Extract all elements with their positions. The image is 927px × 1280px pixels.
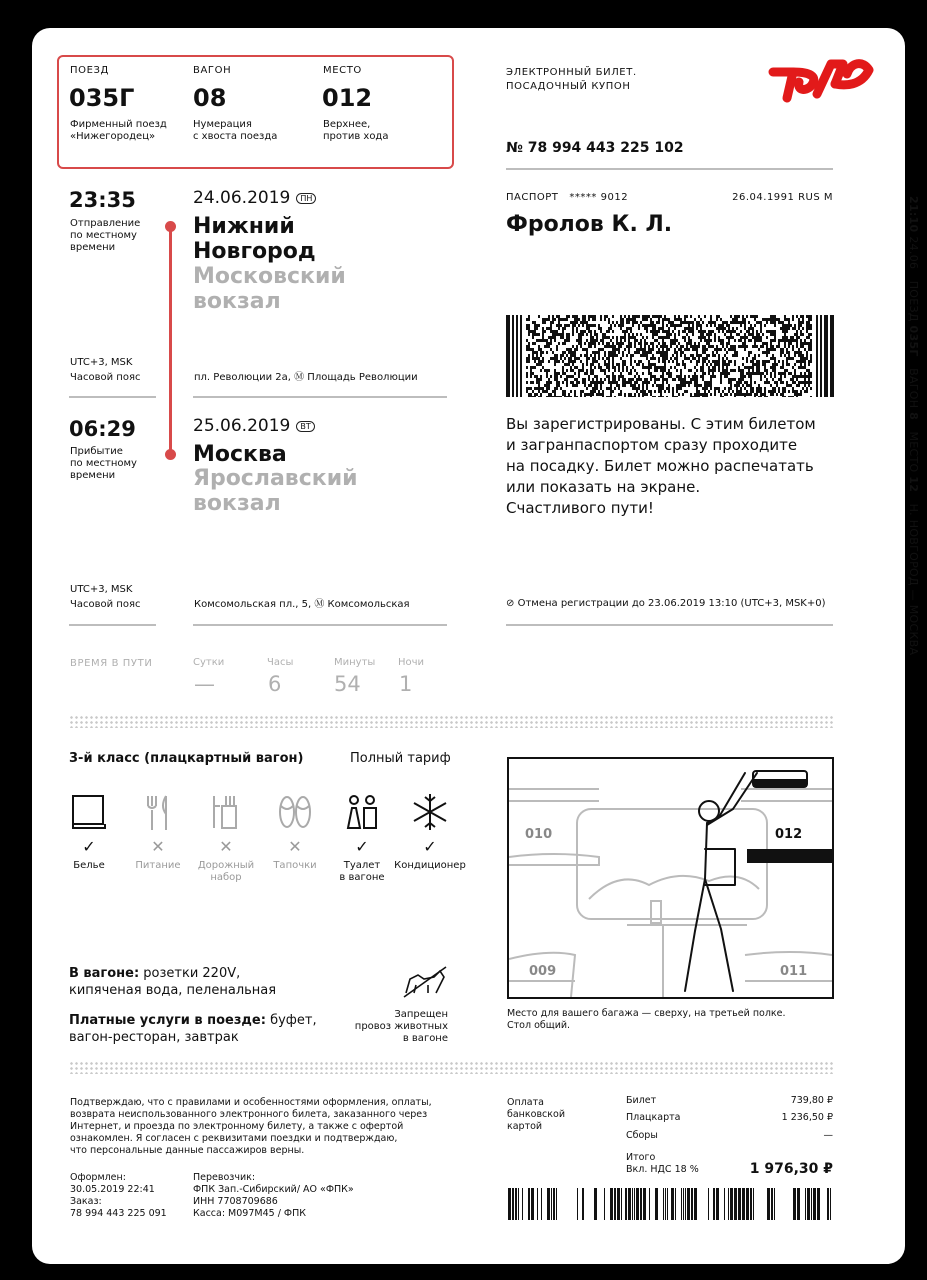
issued-value: 30.05.2019 22:41: [70, 1184, 155, 1195]
days-value: —: [194, 672, 215, 696]
car-number: 08: [193, 84, 227, 112]
side-text-line: [907, 196, 920, 655]
conditioner-mark: ✓: [423, 837, 437, 856]
snowflake-icon: [410, 792, 450, 832]
cancel-note-text: Отмена регистрации до 23.06.2019 13:10 (UTC+3, MSK+0): [517, 598, 826, 609]
issued: [70, 1172, 167, 1220]
seat-010: 010: [525, 827, 553, 842]
departure-address: пл. Революции 2а, Ⓜ Площадь Революции: [194, 372, 418, 383]
paid-services: [69, 1012, 317, 1046]
order-label: Заказ:: [70, 1196, 102, 1207]
meal-icon: [138, 792, 178, 832]
seat-011: 011: [780, 964, 808, 979]
passenger-dob: 26.04.1991 RUS M: [732, 192, 833, 203]
total-price: 1 976,30 ₽: [749, 1161, 833, 1177]
boarding-info: Вы зарегистрированы. С этим билетом и загранпаспортом сразу проходите на посадку. Билет можно распечатать или показать на экране. Счастливого пути!: [506, 415, 816, 517]
seat-012: 012: [775, 827, 803, 842]
toilet-label: Туалет в вагоне: [339, 860, 385, 883]
feature-slippers: [259, 792, 331, 872]
carrier-value: ФПК Зап.-Сибирский/ АО «ФПК» ИНН 7708709686 Касса: М097М45 / ФПК: [193, 1184, 354, 1219]
arrival-time: 06:29: [69, 417, 136, 441]
class-label: 3-й класс (плацкартный вагон): [69, 751, 304, 766]
train-number: 035Г: [69, 84, 135, 112]
arrival-tz: UTC+3, MSK: [70, 584, 133, 595]
conditioner-label: Кондиционер: [394, 860, 466, 871]
arrival-station: Ярославский вокзал: [193, 466, 358, 516]
meal-label: Питание: [135, 860, 181, 871]
linen-mark: ✓: [82, 837, 96, 856]
departure-date: [193, 188, 316, 208]
rzd-logo: [765, 52, 880, 104]
linen-label: Белье: [73, 860, 105, 871]
departure-tz: UTC+3, MSK: [70, 357, 133, 368]
slippers-mark: ✕: [288, 837, 302, 856]
seat-map: [507, 757, 834, 999]
total-label: Итого Вкл. НДС 18 %: [626, 1152, 699, 1175]
paid-text: буфет, вагон-ресторан, завтрак: [69, 1013, 317, 1045]
train-desc: Фирменный поезд «Нижегородец»: [70, 119, 167, 142]
ticket-type: ЭЛЕКТРОННЫЙ БИЛЕТ. ПОСАДОЧНЫЙ КУПОН: [506, 67, 637, 92]
passport: [506, 192, 628, 204]
departure-time-note: Отправление по местному времени: [70, 218, 141, 253]
travel-kit-icon: [206, 792, 246, 832]
feature-conditioner: [394, 792, 466, 872]
departure-dot: [165, 221, 176, 232]
train-label: ПОЕЗД: [70, 65, 109, 76]
train-info-box: [57, 55, 454, 169]
toilet-icon: [342, 792, 382, 832]
route-line: [169, 226, 172, 455]
qr-barcode: [506, 315, 834, 397]
minutes-value: 54: [334, 672, 361, 696]
arrival-date-value: 25.06.2019: [193, 416, 291, 436]
side-car: 8: [907, 412, 920, 421]
departure-city: Нижний Новгород: [193, 214, 316, 264]
nights-value: 1: [399, 672, 413, 696]
feature-travel-kit: [190, 792, 262, 884]
divider-dots: [69, 715, 834, 728]
feature-linen: [53, 792, 125, 872]
side-time: 21:10: [907, 196, 920, 233]
feature-meal: [122, 792, 194, 872]
hours-value: 6: [268, 672, 282, 696]
side-route: Н. НОВГОРОД — МОСКВА: [907, 503, 920, 656]
arrival-address: Комсомольская пл., 5, Ⓜ Комсомольская: [194, 599, 410, 610]
travel-kit-mark: ✕: [219, 837, 233, 856]
carrier-label: Перевозчик:: [193, 1172, 256, 1183]
meal-mark: ✕: [151, 837, 165, 856]
berth-price: 1 236,50 ₽: [781, 1112, 833, 1123]
in-car-title: В вагоне:: [69, 966, 140, 981]
departure-tz-label: Часовой пояс: [70, 372, 141, 383]
side-seat: 12: [907, 476, 920, 493]
travel-time-label: ВРЕМЯ В ПУТИ: [70, 658, 153, 669]
seat-number: 012: [322, 84, 373, 112]
arrival-weekday: ВТ: [296, 421, 314, 432]
side-car-label: ВАГОН: [907, 368, 920, 409]
divider-dots-2: [69, 1061, 834, 1074]
departure-weekday: ПН: [296, 193, 316, 204]
in-car-info: [69, 965, 276, 999]
car-label: ВАГОН: [193, 65, 232, 76]
ticket-price: 739,80 ₽: [790, 1095, 833, 1106]
seat-desc: Верхнее, против хода: [323, 119, 389, 142]
side-seat-label: МЕСТО: [907, 431, 920, 473]
order-number: 78 994 443 225 091: [70, 1208, 167, 1219]
ticket-number: № 78 994 443 225 102: [506, 140, 684, 156]
arrival-date: [193, 416, 315, 436]
minutes-label: Минуты: [334, 657, 376, 668]
side-text: [904, 196, 924, 656]
departure-time: 23:35: [69, 188, 136, 212]
departure-station: Московский вокзал: [193, 264, 346, 314]
passport-label: ПАСПОРТ: [506, 192, 559, 203]
tariff: Полный тариф: [350, 751, 451, 766]
side-date: 24.06: [907, 236, 920, 270]
arrival-city: Москва: [193, 442, 287, 467]
seat-009: 009: [529, 964, 557, 979]
passport-number: ***** 9012: [569, 192, 629, 203]
arrival-tz-label: Часовой пояс: [70, 599, 141, 610]
arrival-dot: [165, 449, 176, 460]
toilet-mark: ✓: [355, 837, 369, 856]
days-label: Сутки: [193, 657, 225, 668]
fees-label: Сборы: [626, 1130, 658, 1141]
travel-kit-label: Дорожный набор: [197, 860, 255, 883]
cancel-icon: ⊘: [506, 598, 515, 609]
departure-date-value: 24.06.2019: [193, 188, 291, 208]
issued-label: Оформлен:: [70, 1172, 126, 1183]
passenger-name: Фролов К. Л.: [506, 212, 673, 237]
feature-toilet: [326, 792, 398, 884]
pets-note: Запрещен провоз животных в вагоне: [354, 1009, 448, 1044]
carrier: [193, 1172, 354, 1220]
arrival-time-note: Прибытие по местному времени: [70, 446, 137, 481]
slippers-icon: [275, 792, 315, 832]
ticket-label: Билет: [626, 1095, 657, 1106]
nights-label: Ночи: [398, 657, 425, 668]
in-car-text: розетки 220V, кипяченая вода, пеленальная: [69, 966, 277, 998]
payment-method: Оплата банковской картой: [507, 1097, 565, 1132]
side-train-label: ПОЕЗД: [907, 280, 920, 322]
ticket: [32, 28, 920, 1264]
linen-icon: [69, 792, 109, 832]
agreement: Подтверждаю, что с правилами и особенностями оформления, оплаты, возврата неиспользованного электронного билета, заказанного через Интернет, и проезда по электронному билету, а также с офертой ознакомлен. Я согласен с реквизитами поездки и подтверждаю, что персональные данные пассажиров верны.: [70, 1097, 432, 1156]
berth-label: Плацкарта: [626, 1112, 681, 1123]
barcode: [508, 1188, 834, 1220]
side-train: 035Г: [907, 325, 920, 357]
fees-price: —: [823, 1130, 833, 1141]
paid-title: Платные услуги в поезде:: [69, 1013, 266, 1028]
slippers-label: Тапочки: [273, 860, 317, 871]
car-desc: Нумерация с хвоста поезда: [193, 119, 278, 142]
seat-label: МЕСТО: [323, 65, 362, 76]
cancel-note: [506, 598, 826, 610]
no-pets-icon: [400, 963, 450, 1005]
hours-label: Часы: [267, 657, 294, 668]
luggage-note: Место для вашего багажа — сверху, на третьей полке. Стол общий.: [507, 1008, 786, 1031]
